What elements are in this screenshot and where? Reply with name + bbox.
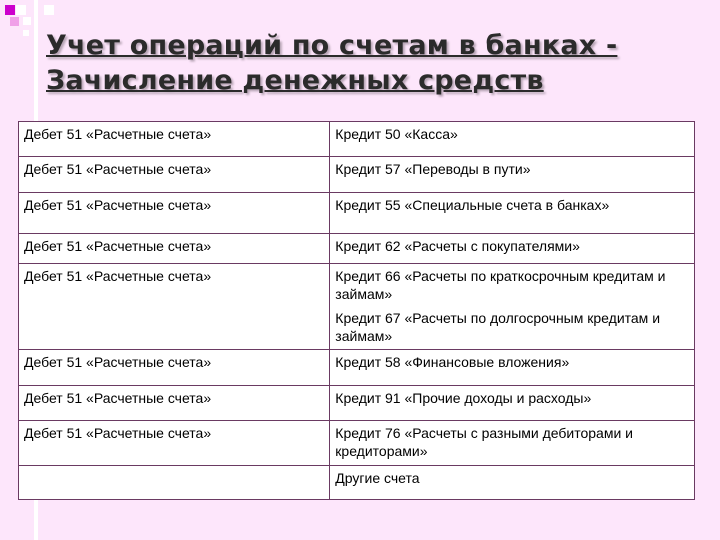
debit-cell: Дебет 51 «Расчетные счета» xyxy=(19,264,330,350)
credit-cell xyxy=(330,466,695,500)
debit-cell: Дебет 51 «Расчетные счета» xyxy=(19,386,330,421)
credit-text: Кредит 50 «Касса» xyxy=(335,126,458,142)
table-row xyxy=(19,122,695,157)
entries-table xyxy=(18,121,695,500)
decor-square-white-3 xyxy=(44,5,54,15)
credit-text: Кредит 55 «Специальные счета в банках» xyxy=(335,197,610,213)
debit-cell: Дебет 51 «Расчетные счета» xyxy=(19,350,330,386)
credit-text: Кредит 76 «Расчеты с разными дебиторами и кредиторами» xyxy=(335,425,633,459)
credit-text: Кредит 62 «Расчеты с покупателями» xyxy=(335,238,580,254)
decor-square-white-2 xyxy=(23,17,31,25)
credit-text: Кредит 67 «Расчеты по долгосрочным кредитам и займам» xyxy=(335,310,661,344)
credit-text: Кредит 91 «Прочие доходы и расходы» xyxy=(335,390,592,406)
table-row xyxy=(19,386,695,421)
credit-cell xyxy=(330,234,695,264)
debit-cell: Дебет 51 «Расчетные счета» xyxy=(19,234,330,264)
title-line-1: Учет операций по счетам в банках - xyxy=(46,30,618,61)
credit-cell xyxy=(330,157,695,193)
title-line-2: Зачисление денежных средств xyxy=(46,65,544,96)
table-row xyxy=(19,421,695,466)
page-title xyxy=(46,28,706,98)
table-row xyxy=(19,193,695,234)
table-row xyxy=(19,264,695,350)
table-row xyxy=(19,350,695,386)
decor-square-white-4 xyxy=(23,30,29,36)
debit-cell: Дебет 51 «Расчетные счета» xyxy=(19,421,330,466)
credit-cell xyxy=(330,421,695,466)
credit-text: Другие счета xyxy=(335,470,420,486)
debit-cell xyxy=(19,466,330,500)
decor-square-pink xyxy=(10,17,19,26)
credit-cell xyxy=(330,122,695,157)
table-row xyxy=(19,157,695,193)
credit-cell xyxy=(330,350,695,386)
credit-text: Кредит 57 «Переводы в пути» xyxy=(335,161,531,177)
credit-cell xyxy=(330,386,695,421)
credit-cell xyxy=(330,193,695,234)
debit-cell: Дебет 51 «Расчетные счета» xyxy=(19,122,330,157)
table-row xyxy=(19,466,695,500)
decor-square-white-1 xyxy=(16,5,26,15)
debit-cell: Дебет 51 «Расчетные счета» xyxy=(19,193,330,234)
debit-cell: Дебет 51 «Расчетные счета» xyxy=(19,157,330,193)
table-row xyxy=(19,234,695,264)
credit-cell xyxy=(330,264,695,350)
decor-square-magenta xyxy=(5,5,15,15)
credit-text: Кредит 58 «Финансовые вложения» xyxy=(335,354,570,370)
credit-text: Кредит 66 «Расчеты по краткосрочным кредитам и займам» xyxy=(335,268,666,302)
